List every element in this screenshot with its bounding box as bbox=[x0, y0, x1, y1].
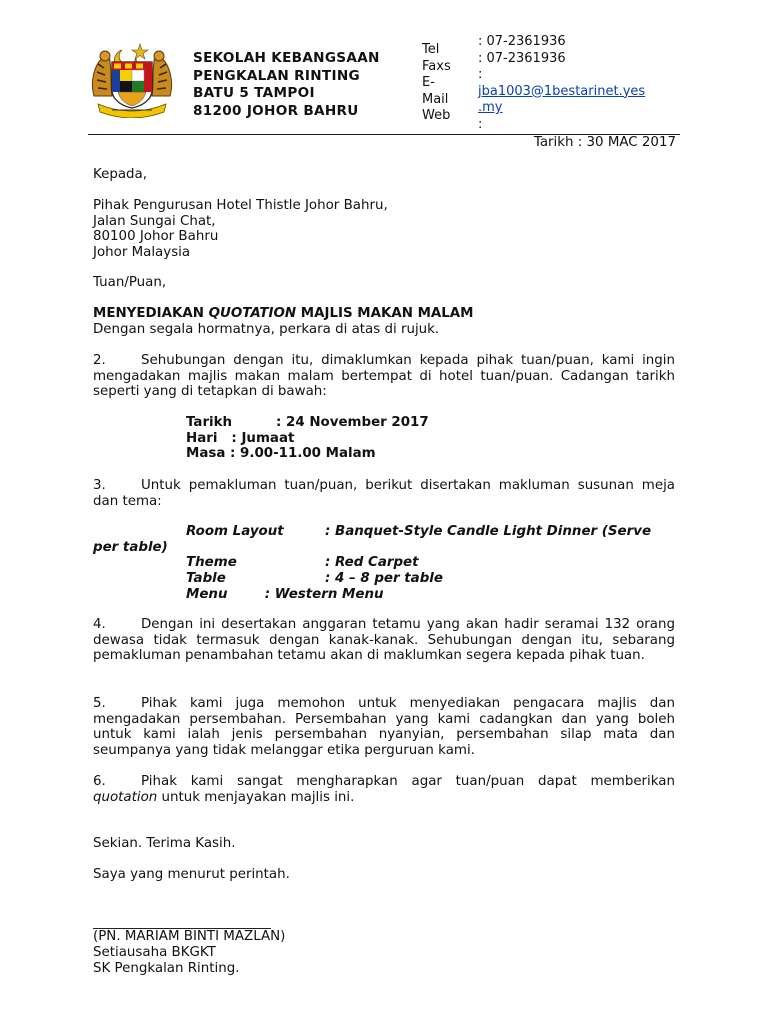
web-label: Web bbox=[422, 108, 451, 123]
paragraph-4 bbox=[93, 617, 675, 664]
table-size bbox=[186, 571, 443, 586]
paragraph-6 bbox=[93, 774, 675, 805]
salutation-to: Kepada, bbox=[93, 167, 148, 182]
greeting: Tuan/Puan, bbox=[93, 275, 167, 290]
recipient-line: Jalan Sungai Chat, bbox=[93, 213, 216, 229]
event-day: Hari : Jumaat bbox=[186, 431, 295, 446]
para-text-italic: quotation bbox=[93, 789, 158, 805]
signatory-title: Setiausaha BKGKT bbox=[93, 945, 216, 960]
school-line: SEKOLAH KEBANGSAAN bbox=[193, 50, 380, 66]
web-colon: : bbox=[478, 116, 483, 132]
subject-line bbox=[93, 306, 474, 321]
room-layout-continued: per table) bbox=[93, 540, 168, 555]
para-number: 6. bbox=[93, 774, 106, 789]
coat-of-arms-icon bbox=[88, 38, 176, 118]
subject-italic: QUOTATION bbox=[208, 306, 297, 321]
school-line: 81200 JOHOR BAHRU bbox=[193, 102, 359, 119]
table-value: : 4 – 8 per table bbox=[325, 571, 443, 586]
room-layout-value: : Banquet-Style Candle Light Dinner (Serve bbox=[325, 524, 652, 539]
room-layout-label: Room Layout bbox=[186, 524, 284, 539]
para-number: 5. bbox=[93, 696, 106, 711]
theme bbox=[186, 555, 419, 570]
event-time: Masa : 9.00-11.00 Malam bbox=[186, 446, 376, 461]
recipient-line: Johor Malaysia bbox=[93, 244, 191, 260]
email-link[interactable]: jba1003@1bestarinet.yes bbox=[478, 83, 646, 99]
school-line: BATU 5 TAMPOI bbox=[193, 85, 315, 101]
recipient-line: Pihak Pengurusan Hotel Thistle Johor Bahru, bbox=[93, 198, 388, 213]
fax-label: Faxs bbox=[422, 58, 451, 74]
event-date-label: Tarikh bbox=[186, 415, 233, 430]
para-text-post: untuk menjayakan majlis ini. bbox=[157, 789, 355, 805]
room-layout bbox=[186, 524, 651, 539]
theme-value: : Red Carpet bbox=[325, 555, 419, 570]
closing-line: Sekian. Terima Kasih. bbox=[93, 836, 236, 851]
para-text-pre: Pihak kami sangat mengharapkan agar tuan/puan dapat memberikan bbox=[141, 774, 675, 789]
contact-values bbox=[478, 34, 645, 133]
para-text: Untuk pemakluman tuan/puan, berikut disertakan makluman susunan meja dan tema: bbox=[93, 478, 675, 509]
signatory-org: SK Pengkalan Rinting. bbox=[93, 960, 240, 976]
email-link-suffix[interactable]: .my bbox=[478, 100, 503, 115]
subject-post: MAJLIS MAKAN MALAM bbox=[296, 306, 474, 321]
intro-line: Dengan segala hormatnya, perkara di atas di rujuk. bbox=[93, 322, 440, 337]
event-date-value: : 24 November 2017 bbox=[276, 415, 429, 430]
paragraph-5 bbox=[93, 696, 675, 759]
para-number: 3. bbox=[93, 478, 106, 493]
table-label: Table bbox=[186, 571, 226, 586]
email-label-part2: Mail bbox=[422, 91, 449, 107]
recipient-line: 80100 Johor Bahru bbox=[93, 229, 219, 244]
contact-labels bbox=[422, 42, 451, 125]
para-number: 4. bbox=[93, 617, 106, 632]
letter-date: Tarikh : 30 MAC 2017 bbox=[533, 135, 676, 150]
event-date bbox=[186, 415, 429, 430]
school-address-block bbox=[193, 50, 380, 120]
tel-value: : 07-2361936 bbox=[478, 34, 566, 49]
signatory-name: (PN. MARIAM BINTI MAZLAN) bbox=[93, 929, 286, 944]
paragraph-2 bbox=[93, 353, 675, 400]
tel-label: Tel bbox=[422, 42, 440, 57]
menu: Menu : Western Menu bbox=[186, 587, 384, 602]
para-text: Pihak kami juga memohon untuk menyediakan pengacara majlis dan mengadakan persembahan. Persembahan yang kami cadangkan dan yang boleh untuk kami ialah jenis persembahan nyanyian, persembahan silap mata dan seumpanya yang tidak melanggar etika perguruan kami. bbox=[93, 696, 675, 759]
yours-line: Saya yang menurut perintah. bbox=[93, 867, 290, 882]
para-number: 2. bbox=[93, 353, 106, 368]
fax-value: : 07-2361936 bbox=[478, 50, 566, 66]
email-colon: : bbox=[478, 67, 483, 82]
subject-pre: MENYEDIAKAN bbox=[93, 306, 209, 321]
school-line: PENGKALAN RINTING bbox=[193, 67, 360, 84]
paragraph-3 bbox=[93, 478, 675, 509]
para-text: Dengan ini desertakan anggaran tetamu yang akan hadir seramai 132 orang dewasa tidak termasuk dengan kanak-kanak. Sehubungan dengan itu, sebarang pemakluman penambahan tetamu akan di maklumkan segera kepada pihak tuan. bbox=[93, 617, 675, 664]
email-label-part1: E- bbox=[422, 75, 435, 90]
theme-label: Theme bbox=[186, 555, 237, 570]
para-text: Sehubungan dengan itu, dimaklumkan kepada pihak tuan/puan, kami ingin mengadakan majlis makan malam bertempat di hotel tuan/puan. Cadangan tarikh seperti yang di tetapkan di bawah: bbox=[93, 353, 675, 400]
